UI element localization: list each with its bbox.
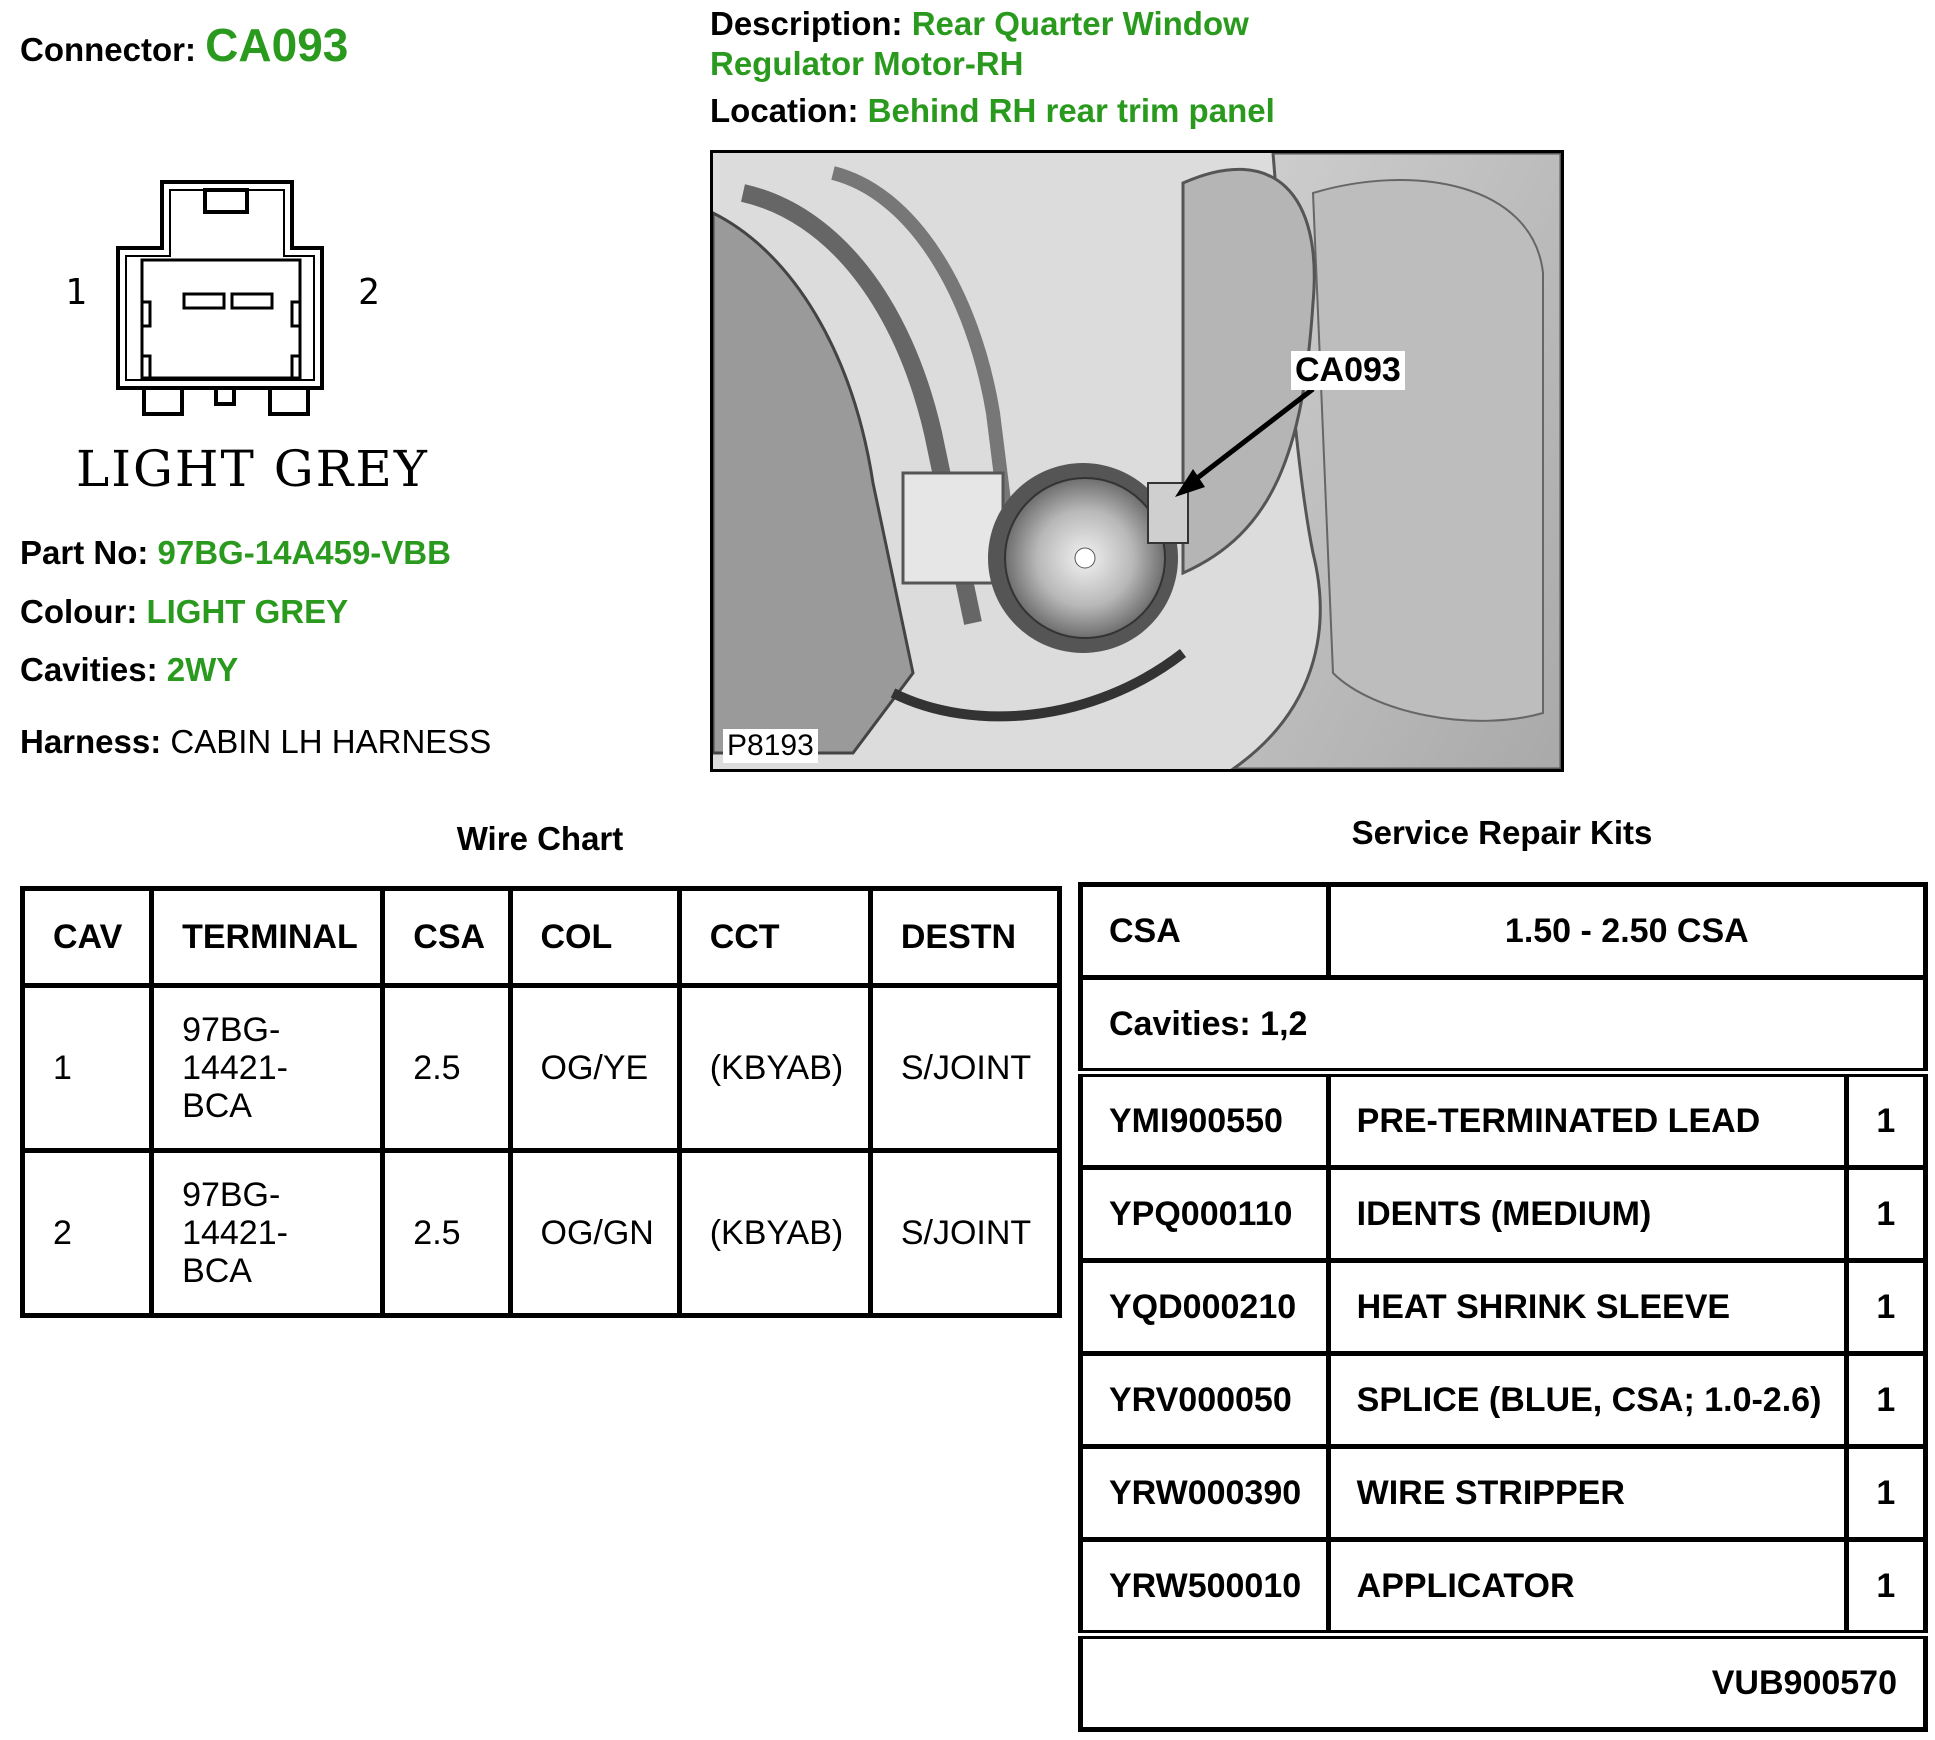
repair-kits-cavities-row <box>1081 978 1926 1073</box>
wire-terminal-line3: BCA <box>182 1087 252 1125</box>
repair-kits-csa-value: 1.50 - 2.50 CSA <box>1328 885 1925 978</box>
colour-label: Colour: <box>20 593 138 630</box>
cavities <box>20 651 238 689</box>
kit-quantity: 1 <box>1846 1168 1925 1261</box>
regulator-motor-shape <box>903 473 1003 583</box>
harness <box>20 723 491 761</box>
wire-destn: S/JOINT <box>870 986 1059 1151</box>
kit-description: WIRE STRIPPER <box>1328 1447 1846 1540</box>
table-row <box>1081 1073 1926 1168</box>
cavities-label: Cavities: <box>20 651 158 688</box>
connector-label: Connector: <box>20 31 196 68</box>
connector-foot-center <box>216 388 234 404</box>
connector-foot-right <box>270 388 308 414</box>
speaker-dustcap <box>1075 548 1095 568</box>
wire-chart-header-cct: CCT <box>679 889 870 986</box>
wire-terminal <box>152 986 383 1151</box>
kit-description: PRE-TERMINATED LEAD <box>1328 1073 1846 1168</box>
connector-side-key-right <box>292 302 300 326</box>
kit-code: YRV000050 <box>1081 1354 1329 1447</box>
description <box>710 4 1249 84</box>
pin-1-label: 1 <box>65 272 87 313</box>
repair-kits-cavities: Cavities: 1,2 <box>1081 978 1926 1073</box>
repair-kits-csa-row <box>1081 885 1926 978</box>
table-row <box>1081 1168 1926 1261</box>
part-number <box>20 534 451 572</box>
description-label: Description: <box>710 5 903 42</box>
kit-description: SPLICE (BLUE, CSA; 1.0-2.6) <box>1328 1354 1846 1447</box>
kit-code: YQD000210 <box>1081 1261 1329 1354</box>
kit-quantity: 1 <box>1846 1447 1925 1540</box>
connector-side-key-left <box>142 302 150 326</box>
wire-chart-header-terminal: TERMINAL <box>152 889 383 986</box>
part-number-label: Part No: <box>20 534 149 571</box>
wire-terminal-line1: 97BG- <box>182 1176 281 1214</box>
photo-id: P8193 <box>723 729 818 763</box>
wire-chart-header-csa: CSA <box>383 889 510 986</box>
connector-face-diagram <box>100 170 360 430</box>
wire-terminal-line2: 14421- <box>182 1214 288 1252</box>
description-value-line1: Rear Quarter Window <box>911 5 1249 42</box>
connector-foot-left <box>144 388 182 414</box>
wire-terminal-line3: BCA <box>182 1252 252 1290</box>
wire-chart-title: Wire Chart <box>456 820 624 857</box>
wire-chart-table <box>20 886 1062 1318</box>
kit-quantity: 1 <box>1846 1073 1925 1168</box>
kit-quantity: 1 <box>1846 1261 1925 1354</box>
connector-id: CA093 <box>205 19 349 71</box>
kit-quantity: 1 <box>1846 1354 1925 1447</box>
part-number-value: 97BG-14A459-VBB <box>157 534 451 571</box>
connector-cavity-block <box>142 260 300 378</box>
kit-code: YMI900550 <box>1081 1073 1329 1168</box>
harness-label: Harness: <box>20 723 162 760</box>
table-row <box>23 1151 1060 1316</box>
kit-code: YRW500010 <box>1081 1540 1329 1635</box>
repair-kits-footer-row <box>1081 1635 1926 1730</box>
wire-cav: 1 <box>23 986 152 1151</box>
wire-chart-header-col: COL <box>510 889 679 986</box>
location-photo <box>710 150 1564 772</box>
connector-side-key-right-lower <box>292 356 300 378</box>
kit-code: YRW000390 <box>1081 1447 1329 1540</box>
pin-2-label: 2 <box>358 272 380 313</box>
cavities-value: 2WY <box>166 651 239 688</box>
table-row <box>1081 1540 1926 1635</box>
wire-col: OG/GN <box>510 1151 679 1316</box>
repair-kits-csa-label: CSA <box>1081 885 1329 978</box>
location-value: Behind RH rear trim panel <box>867 92 1275 129</box>
table-row <box>1081 1447 1926 1540</box>
wire-col: OG/YE <box>510 986 679 1151</box>
table-row <box>1081 1354 1926 1447</box>
location-photo-illustration <box>713 153 1561 769</box>
cavity-slot-1 <box>184 294 224 308</box>
repair-kits-title: Service Repair Kits <box>1351 814 1653 851</box>
wire-cct: (KBYAB) <box>679 1151 870 1316</box>
kit-code: YPQ000110 <box>1081 1168 1329 1261</box>
wire-chart-header-cav: CAV <box>23 889 152 986</box>
wire-cav: 2 <box>23 1151 152 1316</box>
repair-kits-footer-code: VUB900570 <box>1081 1635 1926 1730</box>
connector-inner-housing <box>126 190 314 380</box>
connector-heading <box>20 18 348 72</box>
location <box>710 92 1275 130</box>
table-row <box>1081 1261 1926 1354</box>
location-label: Location: <box>710 92 859 129</box>
kit-quantity: 1 <box>1846 1540 1925 1635</box>
table-row <box>23 986 1060 1151</box>
connector-colour-caption: LIGHT GREY <box>76 440 429 498</box>
wire-destn: S/JOINT <box>870 1151 1059 1316</box>
wire-terminal <box>152 1151 383 1316</box>
harness-value: CABIN LH HARNESS <box>170 723 492 760</box>
repair-kits-table <box>1078 882 1928 1732</box>
seat-cushion-shape <box>1313 180 1543 721</box>
wire-csa: 2.5 <box>383 986 510 1151</box>
wire-chart-header-destn: DESTN <box>870 889 1059 986</box>
wire-chart-header-row <box>23 889 1060 986</box>
photo-callout-label: CA093 <box>1291 351 1405 390</box>
kit-description: HEAT SHRINK SLEEVE <box>1328 1261 1846 1354</box>
connector-latch <box>205 190 247 212</box>
wire-cct: (KBYAB) <box>679 986 870 1151</box>
wire-csa: 2.5 <box>383 1151 510 1316</box>
cavity-slot-2 <box>232 294 272 308</box>
kit-description: APPLICATOR <box>1328 1540 1846 1635</box>
colour-value: LIGHT GREY <box>146 593 349 630</box>
connector-side-key-left-lower <box>142 356 150 378</box>
wire-terminal-line2: 14421- <box>182 1049 288 1087</box>
description-value-line2: Regulator Motor-RH <box>710 45 1024 82</box>
wire-terminal-line1: 97BG- <box>182 1011 281 1049</box>
kit-description: IDENTS (MEDIUM) <box>1328 1168 1846 1261</box>
colour <box>20 593 348 631</box>
